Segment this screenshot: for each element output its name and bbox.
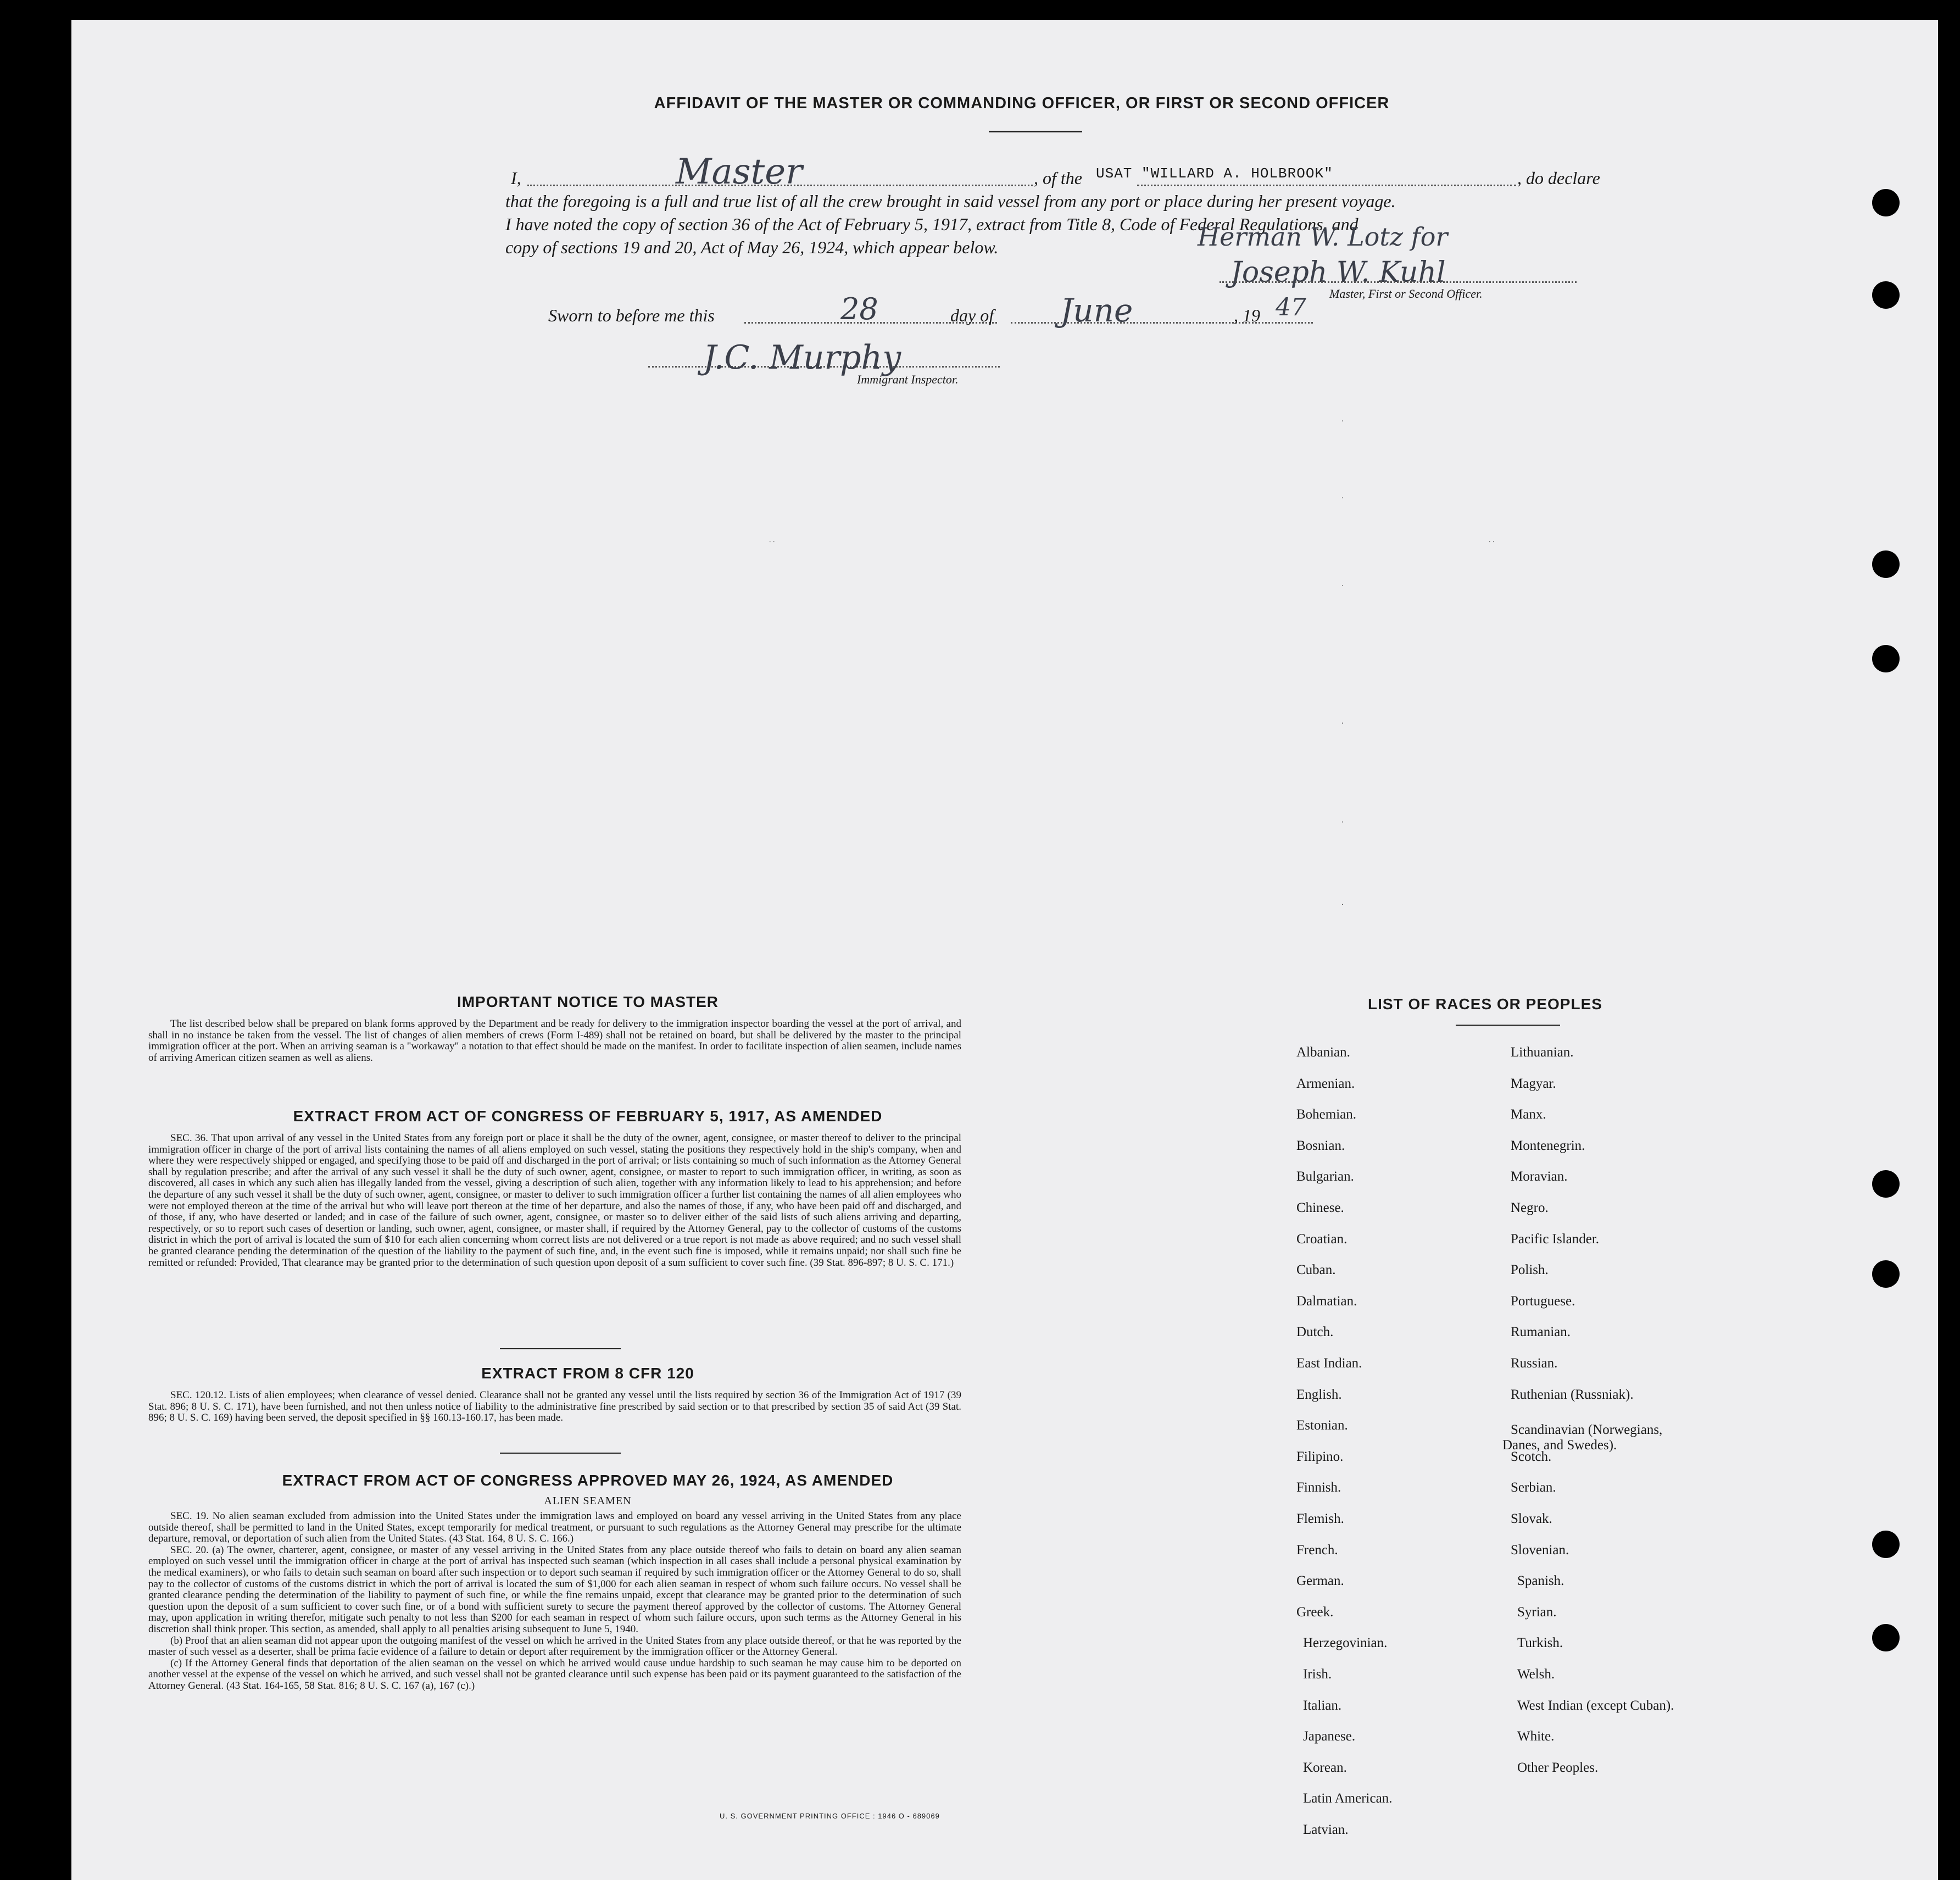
dust-speck: . (1341, 580, 1344, 588)
extract-cfr-section (148, 1365, 961, 1424)
race-item: Estonian. (1296, 1418, 1348, 1433)
extract-cfr-rule (500, 1453, 621, 1454)
extract-1924-title: EXTRACT FROM ACT OF CONGRESS APPROVED MAY 26, 1924, AS AMENDED (282, 1472, 894, 1489)
race-item: Russian. (1511, 1356, 1558, 1371)
dust-speck: . (1341, 899, 1344, 907)
race-item: Bulgarian. (1296, 1169, 1354, 1184)
race-item: Danes, and Swedes). (1502, 1438, 1617, 1453)
extract-1917-rule (500, 1348, 621, 1349)
dust-speck: . . (769, 536, 775, 544)
race-item: Portuguese. (1511, 1293, 1575, 1309)
race-item: Herzegovinian. (1303, 1636, 1388, 1651)
race-item: Slovenian. (1511, 1542, 1569, 1558)
sec-20a-text: SEC. 20. (a) The owner, charterer, agent, consignee, or master of any vessel arriving in the United States from any place outside thereof who fails to detain on board any alien seaman employed on such vessel until the immigration officer in charge at the port of arrival has inspected such seaman (which inspection in all cases shall include a personal physical examination by the medical examiners), or who fails to detain such seaman on board after such inspection or to deport such seaman if required by such immigration officer or the Attorney General to do so, shall pay to the collector of customs of the customs district in which the port of arrival is located the sum of $1,000 for each alien seaman in respect of whom such failure occurs. No vessel shall be granted clearance pending the determination of the liability to payment of such fine, or while the fine remains unpaid, except that clearance may be granted prior to the determination of such question upon the deposit of a sum sufficient to cover such fine, or of a bond with sufficient surety to secure the payment thereof approved by the collector of customs. The Attorney General may, upon application in writing therefor, mitigate such penalty to not less than $200 for each seaman in respect of whom such failure occurs, upon such terms as the Attorney General in his discretion shall think proper. This section, as amended, shall apply to all penalties arising subsequent to June 5, 1940. (148, 1544, 961, 1635)
race-item: Other Peoples. (1517, 1760, 1599, 1775)
dust-speck: . (1341, 717, 1344, 726)
do-declare-label: , do declare (1517, 168, 1600, 188)
race-item: Spanish. (1517, 1573, 1564, 1589)
race-item: Latin American. (1303, 1791, 1393, 1806)
sworn-month-line (1011, 322, 1313, 324)
master-name-value: Master (676, 152, 803, 192)
race-item: Lithuanian. (1511, 1045, 1574, 1060)
races-title-rule (1456, 1025, 1560, 1026)
master-signature-caption: Master, First or Second Officer. (1329, 287, 1483, 301)
sec-20b-text: (b) Proof that an alien seaman did not appear upon the outgoing manifest of the vessel on which he arrived in the United States from any place outside thereof, or that he was reported by the master of such vessel as a deserter, shall be prima facie evidence of a failure to detain or deport after requirement by the immigration officer or the Attorney General. (148, 1634, 961, 1658)
race-item: Bosnian. (1296, 1138, 1345, 1153)
binder-hole (1872, 1170, 1900, 1198)
race-item: Syrian. (1517, 1604, 1557, 1620)
year-prefix: , 19 (1234, 305, 1260, 325)
vessel-name-value: USAT "WILLARD A. HOLBROOK" (1096, 165, 1333, 182)
race-item: Magyar. (1511, 1076, 1556, 1091)
sec-20c-text: (c) If the Attorney General finds that deportation of the alien seaman on the vessel on which he arrived would cause undue hardship to such seaman he may cause him to be deported on another vessel at the expense of the vessel on which he arrived, and such vessel shall not be granted clearance until such expense has been paid or its payment guaranteed to the satisfaction of the Attorney General. (43 Stat. 164-165, 58 Stat. 816; 8 U. S. C. 167 (a), 167 (c).) (148, 1657, 961, 1692)
title-rule (989, 131, 1082, 132)
race-item: Italian. (1303, 1698, 1342, 1713)
binder-hole (1872, 1260, 1900, 1288)
race-item: Flemish. (1296, 1511, 1344, 1526)
race-item: Finnish. (1296, 1480, 1341, 1495)
race-item: Croatian. (1296, 1231, 1348, 1247)
race-item: Slovak. (1511, 1511, 1552, 1526)
race-item: Welsh. (1517, 1667, 1555, 1682)
race-item: Irish. (1303, 1667, 1332, 1682)
document-page (71, 20, 1938, 1880)
race-item: Dalmatian. (1296, 1293, 1357, 1309)
sworn-day-value: 28 (840, 292, 878, 326)
affidavit-line-3: I have noted the copy of section 36 of the Act of February 5, 1917, extract from Title 8, Code of Federal Regulations, and (505, 214, 1358, 234)
day-of-label: day of (950, 305, 994, 325)
of-the-label: , of the (1034, 168, 1082, 188)
binder-hole (1872, 1531, 1900, 1558)
binder-hole (1872, 645, 1900, 672)
notice-section (148, 993, 961, 1064)
binder-hole (1872, 1624, 1900, 1651)
race-item: Latvian. (1303, 1822, 1349, 1837)
printing-office-footer: U. S. GOVERNMENT PRINTING OFFICE : 1946 O - 689069 (720, 1812, 940, 1820)
race-item: Japanese. (1303, 1729, 1356, 1744)
race-item: Pacific Islander. (1511, 1231, 1600, 1247)
race-item: German. (1296, 1573, 1344, 1589)
extract-cfr-text: SEC. 120.12. Lists of alien employees; when clearance of vessel denied. Clearance shall not be granted any vessel until the lists required by section 36 of the Immigration Act of 1917 (39 Stat. 896; 8 U. S. C. 171), have been furnished, and not then unless notice of liability to the administrative fine prescribed by said section or to that prescribed by section 35 of said Act (39 Stat. 896; 8 U. S. C. 169) having been served, the deposit specified in §§ 160.13-160.17, has been made. (148, 1389, 961, 1424)
sworn-month-value: June (1060, 292, 1133, 329)
dust-speck: . (1341, 492, 1344, 500)
race-item: Serbian. (1511, 1480, 1556, 1495)
races-title: LIST OF RACES OR PEOPLES (1368, 995, 1602, 1013)
extract-cfr-title: EXTRACT FROM 8 CFR 120 (481, 1365, 694, 1382)
extract-1917-section (148, 1108, 961, 1269)
race-item: Korean. (1303, 1760, 1347, 1775)
master-signature-line-2: Joseph W. Kuhl (1230, 256, 1446, 289)
race-item: Filipino. (1296, 1449, 1344, 1464)
affidavit-line-2: that the foregoing is a full and true list of all the crew brought in said vessel from any port or place during her present voyage. (505, 191, 1396, 211)
race-item: Montenegrin. (1511, 1138, 1585, 1153)
race-item: East Indian. (1296, 1356, 1362, 1371)
notice-text: The list described below shall be prepared on blank forms approved by the Department and be ready for delivery to the immigration inspector boarding the vessel at the port of arrival, and shall in no instance be taken from the vessel. The list of changes of alien members of crews (Form I-489) shall not be retained on board, but shall be delivered by the master to the principal immigration officer at the port. When an arriving seaman is a "workaway" a notation to that effect should be made on the manifest. In order to facilitate inspection of alien seamen, include names of arriving American citizen seamen as well as aliens. (148, 1018, 961, 1064)
affidavit-title: AFFIDAVIT OF THE MASTER OR COMMANDING OFFICER, OR FIRST OR SECOND OFFICER (654, 94, 1390, 112)
sec-19-text: SEC. 19. No alien seaman excluded from admission into the United States under the immigration laws and employed on board any vessel arriving in the United States from any place outside thereof, shall be permitted to land in the United States, except temporarily for medical treatment, or pursuant to such regulations as the Attorney General may prescribe for the ultimate departure, removal, or deportation of such alien from the United States. (43 Stat. 164, 8 U. S. C. 166.) (148, 1510, 961, 1545)
race-item: Manx. (1511, 1107, 1546, 1122)
dust-speck: . (1341, 816, 1344, 825)
race-item: English. (1296, 1387, 1342, 1402)
race-item: Scotch. (1511, 1449, 1552, 1464)
race-item: White. (1517, 1729, 1555, 1744)
race-item: French. (1296, 1542, 1338, 1558)
race-item: West Indian (except Cuban). (1517, 1698, 1674, 1713)
inspector-signature: J.C. Murphy (703, 338, 901, 377)
sworn-label: Sworn to before me this (548, 305, 715, 325)
extract-1917-title: EXTRACT FROM ACT OF CONGRESS OF FEBRUARY 5, 1917, AS AMENDED (293, 1108, 883, 1125)
race-item: Ruthenian (Russniak). (1511, 1387, 1634, 1402)
race-item: Dutch. (1296, 1325, 1334, 1340)
binder-hole (1872, 189, 1900, 216)
race-item: Bohemian. (1296, 1107, 1357, 1122)
dust-speck: . (1341, 415, 1344, 424)
master-signature-line-1: Herman W. Lotz for (1198, 222, 1448, 252)
race-item: Turkish. (1517, 1636, 1563, 1651)
race-item: Rumanian. (1511, 1325, 1571, 1340)
notice-title: IMPORTANT NOTICE TO MASTER (456, 993, 719, 1010)
race-item: Moravian. (1511, 1169, 1568, 1184)
race-item: Chinese. (1296, 1200, 1344, 1215)
race-item: Scandinavian (Norwegians, (1511, 1422, 1663, 1438)
race-item: Albanian. (1296, 1045, 1350, 1060)
binder-hole (1872, 281, 1900, 309)
race-item: Polish. (1511, 1262, 1549, 1278)
race-item: Cuban. (1296, 1262, 1336, 1278)
master-signature-line (1220, 281, 1577, 283)
extract-1924-subtitle: ALIEN SEAMEN (544, 1495, 632, 1507)
inspector-caption: Immigrant Inspector. (857, 372, 959, 386)
sworn-year-value: 47 (1276, 293, 1306, 321)
affidavit-line-4: copy of sections 19 and 20, Act of May 26, 1924, which appear below. (505, 237, 999, 257)
race-item: Negro. (1511, 1200, 1549, 1215)
race-item: Armenian. (1296, 1076, 1355, 1091)
dust-speck: . . (1489, 536, 1495, 544)
binder-hole (1872, 550, 1900, 578)
extract-1924-section (148, 1472, 961, 1692)
vessel-name-line (1137, 185, 1516, 186)
race-item: Greek. (1296, 1604, 1334, 1620)
i-label: I, (511, 168, 521, 188)
extract-1917-text: SEC. 36. That upon arrival of any vessel in the United States from any foreign port or place it shall be the duty of the owner, agent, consignee, or master thereof to deliver to the principal immigration officer in charge of the port of arrival lists containing the names of all aliens employed on such vessel, stating the positions they respectively hold in the ship's company, when and where they were respectively shipped or engaged, and specifying those to be paid off and discharged in the port of arrival; or lists containing so much of such information as the Attorney General shall by regulation prescribe; and after the arrival of any such vessel it shall be the duty of such owner, agent, consignee, or master to report to such immigration officer, in writing, as soon as discovered, all cases in which any such alien has illegally landed from the vessel, giving a description of such alien, together with any information likely to lead to his apprehension; and before the departure of any such vessel it shall be the duty of such owner, agent, consignee, or master to deliver to such immigration officer a further list containing the names of all alien employees who were not employed thereon at the time of the arrival but who will leave port thereon at the time of her departure, and also the names of those, if any, who have been paid off and discharged, and of those, if any, who have deserted or landed; and in case of the failure of such owner, agent, consignee, or master so to deliver either of the said lists of such aliens arriving and departing, respectively, or so to report such cases of desertion or landing, such owner, agent, consignee, or master shall, if required by the Attorney General, pay to the collector of customs of the customs district in which the port of arrival is located the sum of $10 for each alien concerning whom correct lists are not delivered or a true report is not made as above required; and no such vessel shall be granted clearance pending the determination of the question of the liability to the payment of such fine, and, in the event such fine is imposed, while it remains unpaid; nor shall such fine be remitted or refunded: Provided, That clearance may be granted prior to the determination of such question upon deposit of a sum sufficient to cover such fine. (39 Stat. 896-897; 8 U. S. C. 171.) (148, 1132, 961, 1269)
